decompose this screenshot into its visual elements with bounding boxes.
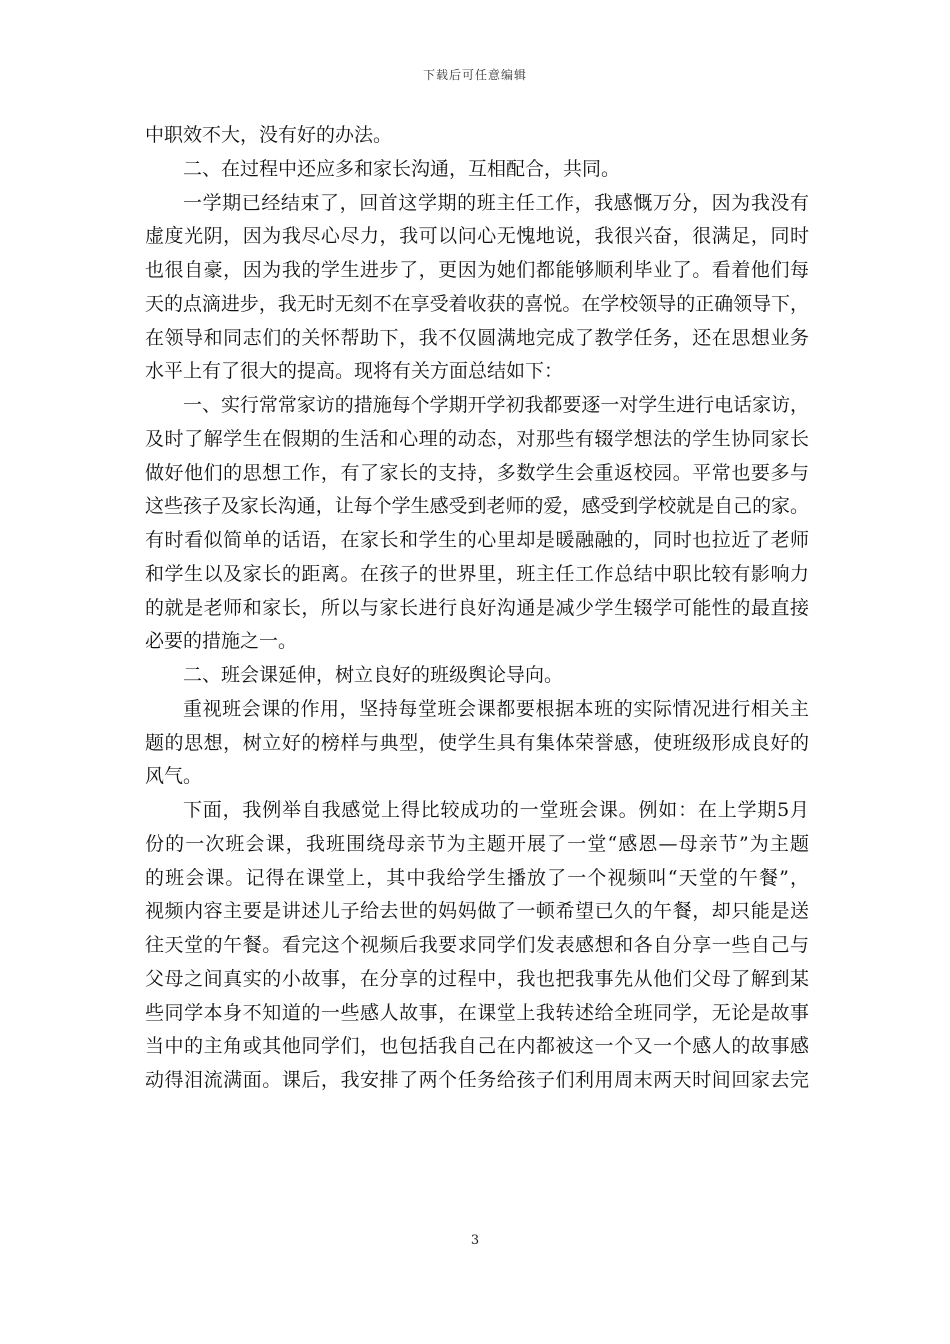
paragraph-heading: 二、在过程中还应多和家长沟通，互相配合，共同。: [183, 157, 621, 180]
text-line: 一、实行常常家访的措施每个学期开学初我都要逐一对学生进行电话家访，: [183, 394, 809, 416]
text-line: 动得泪流满面。课后，我安排了两个任务给孩子们利用周末两天时间回家去完: [145, 1069, 809, 1091]
text-line: 份的一次班会课，我班围绕母亲节为主题开展了一堂“感恩—母亲节”为主题: [145, 832, 809, 855]
text-line: 天的点滴进步，我无时无刻不在享受着收获的喜悦。在学校领导的正确领导下，: [145, 292, 809, 315]
text-line: 有时看似简单的话语，在家长和学生的心里却是暖融融的，同时也拉近了老师: [145, 529, 809, 551]
text-line: 重视班会课的作用，坚持每堂班会课都要根据本班的实际情况进行相关主: [183, 697, 809, 720]
paragraph-heading: 二、班会课延伸，树立良好的班级舆论导向。: [183, 664, 564, 686]
page-header: 下载后可任意编辑: [422, 68, 527, 82]
text-line: 在领导和同志们的关怀帮助下，我不仅圆满地完成了教学任务，还在思想业务: [145, 326, 809, 349]
text-line: 做好他们的思想工作，有了家长的支持，多数学生会重返校园。平常也要多与: [145, 461, 809, 484]
text-line: 也很自豪，因为我的学生进步了，更因为她们都能够顺利毕业了。看着他们每: [145, 259, 809, 281]
text-line: 些同学本身不知道的一些感人故事，在课堂上我转述给全班同学，无论是故事: [145, 1001, 809, 1024]
text-line: 必要的措施之一。: [145, 630, 298, 653]
text-line: 下面，我例举自我感觉上得比较成功的一堂班会课。例如：在上学期5月: [183, 799, 809, 821]
document-body: [145, 119, 809, 1098]
text-line: 这些孩子及家长沟通，让每个学生感受到老师的爱，感受到学校就是自己的家。: [145, 495, 809, 518]
text-line: 一学期已经结束了，回首这学期的班主任工作，我感慨万分，因为我没有: [183, 191, 809, 214]
text-line: 水平上有了很大的提高。现将有关方面总结如下：: [145, 360, 564, 383]
text-line: 题的思想，树立好的榜样与典型，使学生具有集体荣誉感，使班级形成良好的: [145, 731, 809, 754]
text-line: 和学生以及家长的距离。在孩子的世界里，班主任工作总结中职比较有影响力: [145, 562, 809, 585]
page-number: 3: [470, 1233, 480, 1248]
text-line: 的班会课。记得在课堂上，其中我给学生播放了一个视频叫“天堂的午餐”，: [145, 866, 809, 889]
text-line: 当中的主角或其他同学们，也包括我自己在内都被这一个又一个感人的故事感: [145, 1035, 809, 1058]
text-line: 风气。: [145, 765, 203, 788]
text-line: 视频内容主要是讲述儿子给去世的妈妈做了一顿希望已久的午餐，却只能是送: [145, 900, 809, 923]
text-line: 往天堂的午餐。看完这个视频后我要求同学们发表感想和各自分享一些自己与: [145, 934, 809, 956]
text-line: 父母之间真实的小故事，在分享的过程中，我也把我事先从他们父母了解到某: [145, 967, 809, 990]
text-line: 及时了解学生在假期的生活和心理的动态，对那些有辍学想法的学生协同家长: [145, 427, 809, 450]
text-line: 虚度光阴，因为我尽心尽力，我可以问心无愧地说，我很兴奋，很满足，同时: [145, 225, 809, 248]
text-line: 的就是老师和家长，所以与家长进行良好沟通是减少学生辍学可能性的最直接: [145, 596, 809, 619]
text-line: 中职效不大，没有好的办法。: [145, 124, 393, 146]
